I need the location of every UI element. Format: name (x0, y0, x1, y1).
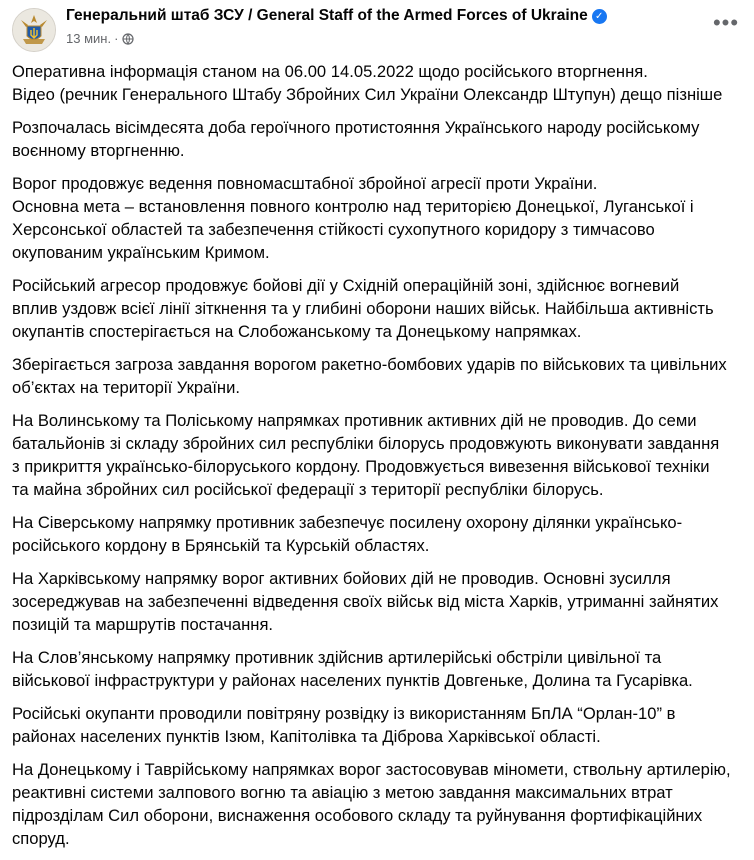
paragraph-line: Ворог продовжує ведення повномасштабної збройної агресії проти України. (12, 174, 598, 193)
post-text (12, 60, 744, 860)
post-paragraph (12, 758, 744, 850)
post-header (0, 0, 754, 56)
paragraph-line: На Слов’янському напрямку противник здійснив артилерійські обстріли цивільної та (12, 648, 662, 667)
paragraph-line: реактивні системи залпового вогню та авіацію з метою завдання максимальних втрат (12, 783, 673, 802)
paragraph-line: районах населених пунктів Ізюм, Капітолівка та Діброва Харківської області. (12, 727, 601, 746)
post-paragraph (12, 274, 744, 343)
paragraph-line: На Харківському напрямку ворог активних бойових дій не проводив. Основні зусилля (12, 569, 671, 588)
paragraph-line: Оперативна інформація станом на 06.00 14.05.2022 щодо російського вторгнення. (12, 62, 648, 81)
meta-separator: · (114, 31, 119, 46)
paragraph-line: зосереджував на забезпеченні відведення своїх військ від міста Харків, утриманні зайнятих (12, 592, 719, 611)
page-avatar[interactable] (12, 8, 56, 52)
page-name-link[interactable]: Генеральний штаб ЗСУ / General Staff of the Armed Forces of Ukraine (66, 7, 588, 24)
post-paragraph (12, 116, 744, 162)
page-name-line (66, 7, 607, 25)
post-paragraph (12, 511, 744, 557)
paragraph-line: позицій та маршрутів постачання. (12, 615, 274, 634)
paragraph-line: вплив уздовж всієї лінії зіткнення та у глибині оборони наших військ. Найбільша активність (12, 299, 714, 318)
paragraph-line: та майна збройних сил російської федерації з території республіки білорусь. (12, 480, 604, 499)
paragraph-line: На Волинському та Поліському напрямках противник активних дій не проводив. До семи (12, 411, 697, 430)
globe-icon[interactable] (122, 33, 134, 48)
paragraph-line: підрозділам Сил оборони, виснаження особового складу та руйнування фортифікаційних (12, 806, 703, 825)
post-paragraph (12, 353, 744, 399)
paragraph-line: військової інфраструктури у районах населених пунктів Довгеньке, Долина та Гусарівка. (12, 671, 693, 690)
paragraph-line: з прикриття українсько-білоруського кордону. Продовжується вивезення військової техніки (12, 457, 710, 476)
paragraph-line: воєнному вторгненню. (12, 141, 185, 160)
paragraph-line: На Сіверському напрямку противник забезпечує посилену охорону ділянки українсько- (12, 513, 683, 532)
paragraph-line: батальйонів зі складу збройних сил республіки білорусь продовжують виконувати завдання (12, 434, 720, 453)
paragraph-line: Зберігається загроза завдання ворогом ракетно-бомбових ударів по військових та цивільних (12, 355, 727, 374)
paragraph-line: Основна мета – встановлення повного контролю над територією Донецької, Луганської і (12, 197, 694, 216)
paragraph-line: На Донецькому і Таврійському напрямках ворог застосовував міномети, ствольну артилерію, (12, 760, 731, 779)
post-paragraph (12, 567, 744, 636)
post-paragraph (12, 646, 744, 692)
verified-badge-icon: ✓ (592, 9, 607, 24)
paragraph-line: Херсонської областей та забезпечення стійкості сухопутного коридору з тимчасово (12, 220, 655, 239)
post-timestamp[interactable]: 13 мин. (66, 31, 112, 46)
paragraph-line: Розпочалась вісімдесята доба героїчного протистояння Українського народу російському (12, 118, 700, 137)
post-paragraph (12, 409, 744, 501)
paragraph-line: окупованим українським Кримом. (12, 243, 270, 262)
paragraph-line: Відео (речник Генерального Штабу Збройних Сил України Олександр Штупун) дещо пізніше (12, 85, 723, 104)
paragraph-line: Російський агресор продовжує бойові дії у Східній операційній зоні, здійснює вогневий (12, 276, 680, 295)
post-paragraph (12, 172, 744, 264)
paragraph-line: споруд. (12, 829, 70, 848)
post-paragraph (12, 702, 744, 748)
paragraph-line: об’єктах на території України. (12, 378, 240, 397)
post-paragraph (12, 60, 744, 106)
paragraph-line: Російські окупанти проводили повітряну розвідку із використанням БпЛА “Орлан-10” в (12, 704, 676, 723)
paragraph-line: російського кордону в Брянській та Курській областях. (12, 536, 430, 555)
coat-of-arms-icon (13, 9, 55, 51)
paragraph-line: окупантів спостерігається на Слобожанському та Донецькому напрямках. (12, 322, 582, 341)
post-meta (66, 31, 134, 48)
more-options-icon[interactable]: ••• (712, 10, 740, 35)
